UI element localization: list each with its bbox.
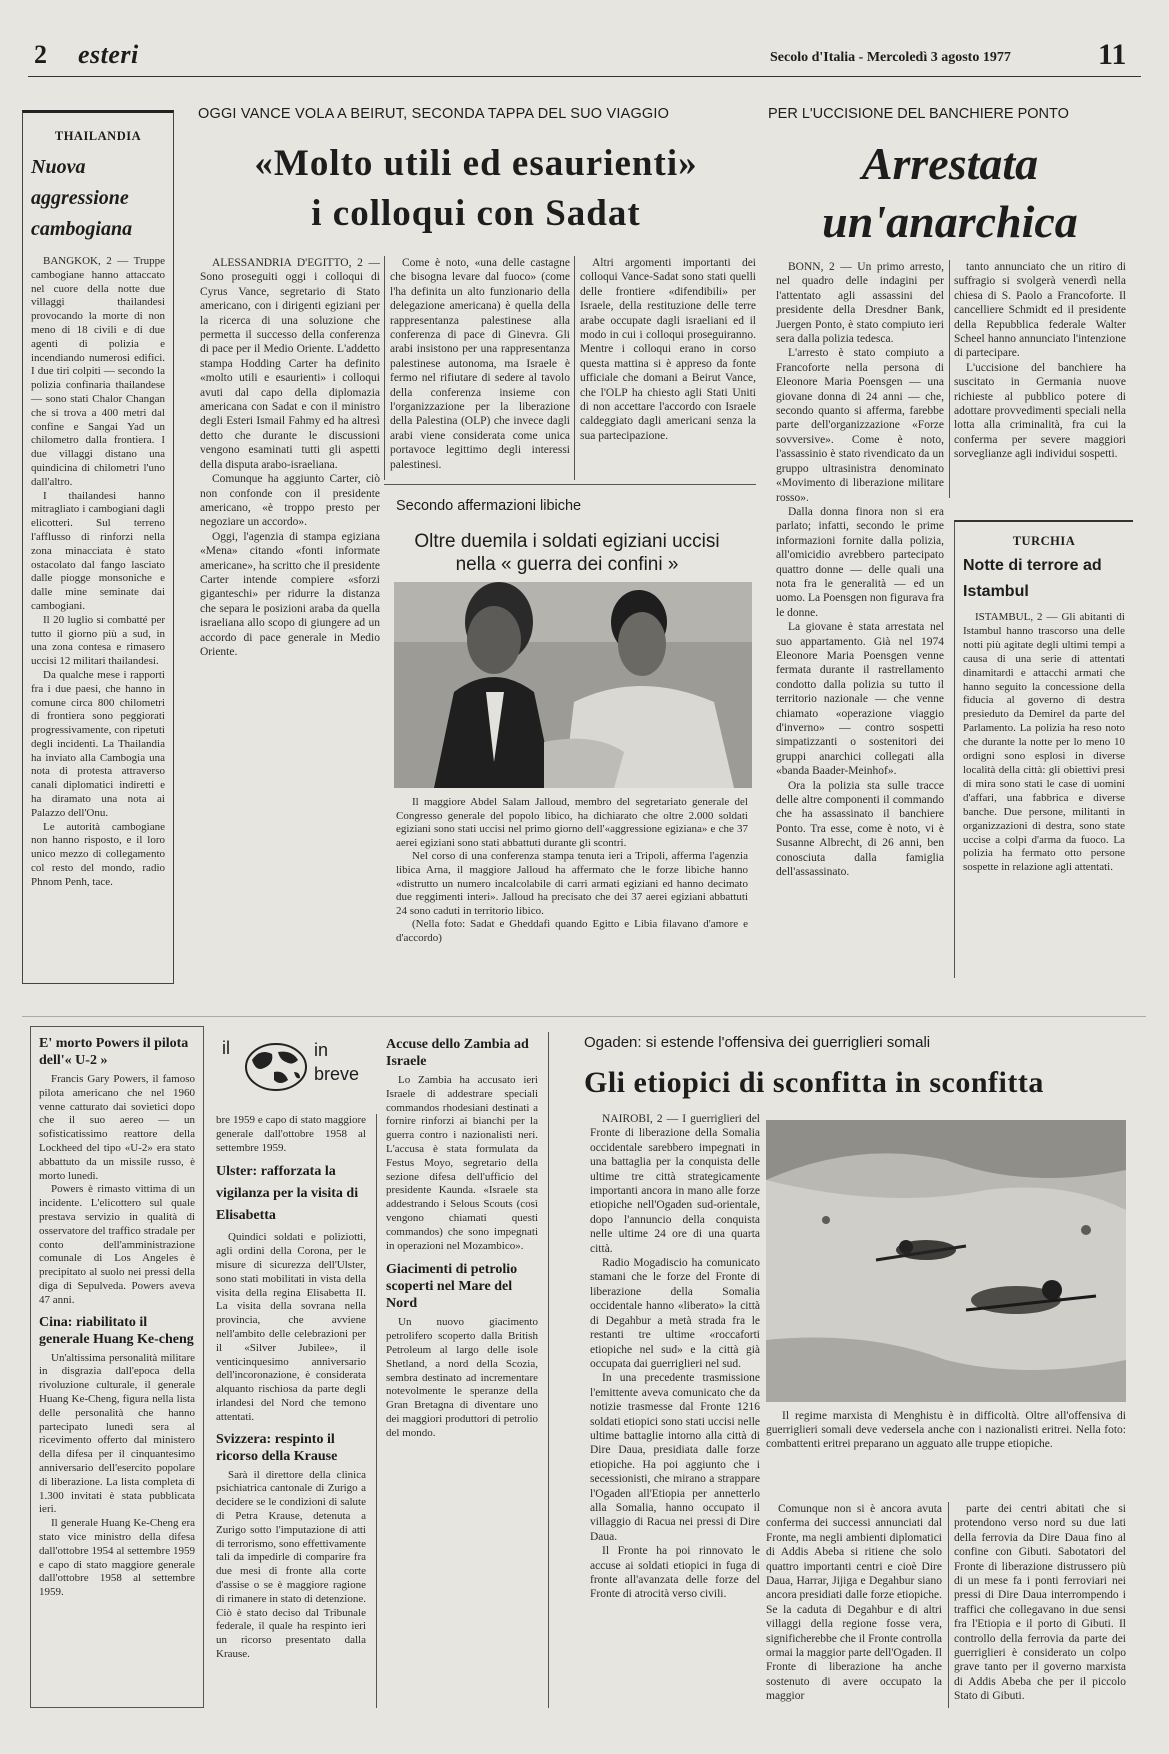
thailand-paragraph: Le autorità cambogiane non hanno risposto, e il loro unico mezzo di collegamento col resto del mondo, radio Phnom Penh, tace. [31,820,165,888]
eritrean-fighters-photo-art [766,1120,1126,1402]
section-title: esteri [78,40,139,69]
ponto-kicker: PER L'UCCISIONE DEL BANCHIERE PONTO [768,106,1069,122]
libya-caption [396,796,748,992]
column-rule [948,1502,949,1708]
ponto-paragraph: L'arresto è stato compiuto a Francoforte nella persona di Eleonore Maria Poensgen — una giovane donna di 24 anni — che, secondo quanto si afferma, farebbe parte dell'organizzazione «Forze sovversive». Come è noto, l'assassinio è stato rivendicato da un gruppo ultrasinistra denominato «Movimento di liberazione militare rosso». [776,347,944,504]
page-number-left: 2 [34,40,47,69]
powers-title: E' morto Powers il pilota dell'« U-2 » [39,1036,189,1068]
libya-kicker: Secondo affermazioni libiche [396,498,582,514]
ulster-title: Ulster: rafforzata la vigilanza per la visita di Elisabetta [216,1164,359,1224]
turkey-kicker: TURCHIA [1012,534,1076,548]
turkey-body: ISTAMBUL, 2 — Gli abitanti di Istambul hanno trascorso una delle notti più agitate degli ultimi tempi a causa di una serie di attentati dinamitardi e attacchi armati che hanno seguito la concessione della fiducia al governo di destra presieduto da Demirel da parte del Parlamento. La polizia ha reso noto che durante la notte per lo meno 10 ordigni sono esplosi in diverse località della città: gli obiettivi presi di mira sono stati le case di uomini d'affari, una fabbrica e diverse banche. Due persone, militanti in organizzazioni di destra, sono state uccise a colpi d'arma da fuoco. La polizia ha fermato otto persone sospette in relazione agli attentati. [963,611,1125,874]
ogaden-column-1 [590,1112,760,1601]
thailand-paragraph: Il 20 luglio si combatté per tutto il giorno più a sud, in una zona contesa e rimasero uccisi 12 militari thailandesi. [31,613,165,668]
column-rule [949,260,950,498]
thailand-paragraph: I thailandesi hanno mitragliato i cambogiani dagli elicotteri. Sul terreno l'afflusso di rinforzi nella zona minacciata è stato ostacolato dal fango lasciato dalle piogge monsoniche e dalle mine seminate dai cambogiani. [31,489,165,612]
ponto-column-1 [776,260,944,998]
libya-paragraph: (Nella foto: Sadat e Gheddafi quando Egitto e Libia filavano d'amore e d'accordo) [396,918,748,944]
petroleum-body: Un nuovo giacimento petrolifero scoperto dalla British Petroleum al largo delle isole Shetland, a nord della Scozia, sembra destinato ad incrementare notevolmente le speranze della Gran Bretagna di diventare uno dei maggiori produttori di petrolio del mondo. [386,1316,538,1439]
zambia-title: Accuse dello Zambia ad Israele [386,1037,529,1069]
vance-paragraph: Comunque ha aggiunto Carter, ciò non confonde con il presidente americano, «è troppo presto per negoziare un accordo». [200,473,380,529]
ogaden-paragraph: Comunque non si è ancora avuta conferma dei successi annunciati dal Fronte, ma negli ambienti diplomatici di Addis Abeba si ritiene che solo quattro importanti centri e cioè Dire Daua, Harrar, Jijiga e Degahbur siano ancora presidiati dalle forze etiopiche. Se la caduta di Degahbur e di altri villaggi della regione fosse vera, significherebbe che il Fronte controlla ormai la maggior parte dell'Ogaden. Il Fronte di liberazione ha anche sostenuto di avere occupato la maggior [766,1503,942,1703]
ogaden-paragraph: Il Fronte ha poi rinnovato le accuse ai soldati etiopici in fuga di fronte all'avanzata delle forze del Fronte di atrocità verso civili. [590,1545,760,1601]
ogaden-caption: Il regime marxista di Menghistu è in difficoltà. Oltre all'offensiva di guerriglieri somali deve vedersela anche con i nazionalisti eritrei. Nella foto: combattenti eritrei preparano un agguato alle truppe etiopiche. [766,1410,1126,1450]
vance-paragraph: Oggi, l'agenzia di stampa egiziana «Mena» citando «fonti informate americane», ha scritto che il presidente Carter intende compiere «sforzi giganteschi» per ridurre la distanza che separa le posizioni araba da quella israeliana allo scopo di giungere ad un accordo di pace generale in Medio Oriente. [200,530,380,658]
eritrean-fighters-photo [766,1120,1126,1402]
turkey-box [954,520,1133,978]
china-title: Cina: riabilitato il generale Huang Ke-cheng [39,1314,194,1347]
thailand-box [22,110,174,984]
ogaden-column-2 [766,1502,942,1708]
vance-title-line1: «Molto utili ed esaurienti» [254,143,698,184]
page-divider [22,1016,1146,1017]
powers-china-box [30,1026,204,1708]
ogaden-kicker: Ogaden: si estende l'offensiva dei guerriglieri somali [584,1034,931,1051]
vance-paragraph: ALESSANDRIA D'EGITTO, 2 — Sono proseguiti oggi i colloqui di Cyrus Vance, segretario di Stato americano, con i dirigenti egiziani per la ricerca di una soluzione che permetta il successo della conferenza di pace per il Medio Oriente. L'addetto stampa Hodding Carter ha definito «molto utili e esaurienti» i colloqui avuti dal capo della diplomazia americana con Sadat e con il ministro degli Esteri Ismail Fahmy ed ha altresì detto che durante le discussioni vengono esaminati tutti gli aspetti della disputa arabo-israeliana. [200,257,380,471]
in-breve-logo [216,1032,366,1104]
paper-date: Secolo d'Italia - Mercoledì 3 agosto 1977 [770,50,1011,65]
sadat-gheddafi-photo [394,582,752,788]
vance-column-2 [390,256,570,480]
ogaden-paragraph: Radio Mogadiscio ha comunicato stamani che le forze del Fronte di liberazione della Somalia occidentale hanno «liberato» la città di Degahbur a metà strada fra le restanti tre ultime «roccaforti etiopiche nel sud» e la città già occupata dai guerriglieri nel sud. [590,1257,760,1370]
in-breve-label-breve: breve [314,1064,360,1084]
ponto-paragraph: La giovane è stata arrestata nel suo appartamento. Già nel 1974 Eleonore Maria Poensgen venne fermata durante il rastrellamento condotto dalla polizia su tutto il territorio nazionale — che venne chiamato «operazione viaggio d'inverno» — contro sospetti simpatizzanti o sostenitori dei gruppi anarchici collegati alla «banda Baader-Meinhof». [776,621,944,778]
libya-paragraph: Il maggiore Abdel Salam Jalloud, membro del segretariato generale del Congresso generale del popolo libico, ha dichiarato che oltre 2.000 soldati egiziani sono stati uccisi nel primo giorno dell'«aggressione egiziana» e che 37 aerei egiziani sono stati abbattuti durante gli scontri. [396,796,748,849]
ponto-title-line1: Arrestata [861,138,1039,189]
column-rule [384,256,385,480]
ponto-paragraph: Ora la polizia sta sulle tracce delle altre componenti il commando che ha assassinato il banchiere Ponto. Tra esse, come è noto, vi è Susanne Albrecht, di 26 anni, ben conosciuta dalla famiglia dell'assassinato. [776,779,944,879]
switzerland-body: Sarà il direttore della clinica psichiatrica cantonale di Zurigo a decidere se le condizioni di salute di Petra Krause, detenuta a Zurigo sotto l'imputazione di atti di terrorismo, sono effettivamente tali da impedirle di comparire fra due mesi di fronte alla corte d'assise o se è maggiore ragione di rimanere in stato di detenzione. Ciò è stato deciso dal Tribunale federale, il quale ha respinto ieri un ricorso presentato dalla Krause. [216,1468,366,1660]
thailand-paragraph: Da qualche mese i rapporti fra i due paesi, che hanno in comune circa 800 chilometri di frontiera sono peggiorati progressivamente, con ripetuti degli incidenti. La Thailandia ha inviato alla Cambogia una nota di protesta attraverso canali diplomatici indiretti e ha diramato una nota ai Palazzo dell'Onu. [31,668,165,819]
ogaden-column-3 [954,1502,1126,1708]
zambia-body: Lo Zambia ha accusato ieri Israele di addestrare speciali commandos rhodesiani destinati a fornire rinforzi ai bianchi per la guerra contro i nazionalisti neri. L'accusa è stata formulata da Festus Moyo, segretario della sezione difesa dell'ufficio del presidente Kaunda. «Israele sta addestrando i Selous Scouts (così vengono chiamati questi commandos) che sono impegnati in operazioni nel Mozambico». [386,1074,538,1252]
china-paragraph: Il generale Huang Ke-Cheng era stato vice ministro della difesa dall'ottobre 1954 al settembre 1959 e capo di stato maggiore generale dall'ottobre 1958 al settembre 1959. [39,1517,195,1599]
page-number-right: 11 [1098,38,1127,71]
column-rule [376,1114,377,1708]
sadat-gheddafi-photo-art [394,582,752,788]
ponto-paragraph: tanto annunciato che un ritiro di suffragio si svolgerà venerdì nella chiesa di S. Paolo a Francoforte. Il cancelliere Schmidt ed il presidente della Repubblica federale Walter Scheel hanno annunciato l'intenzione di partecipare. [954,261,1126,360]
vance-title-line2: i colloqui con Sadat [311,193,641,234]
libya-title: Oltre duemila i soldati egiziani uccisi nella « guerra dei confini » [414,531,720,575]
column-rule [548,1032,549,1708]
vance-column-3 [580,256,756,480]
ponto-paragraph: BONN, 2 — Un primo arresto, nel quadro delle indagini per l'attentato agli assassini del presidente della Dresdner Bank, Juergen Ponto, è stato compiuto ieri sera dalla polizia tedesca. [776,261,944,346]
header-rule [28,76,1141,77]
section-rule [384,484,756,485]
china-body [31,1352,203,1600]
thailand-body [23,251,173,894]
in-breve-column-2 [386,1032,538,1708]
libya-paragraph: Nel corso di una conferenza stampa tenuta ieri a Tripoli, afferma l'agenzia libica Arna, il maggiore Jalloud ha affermato che le forze libiche hanno «distrutto un numero incalcolabile di carri armati egiziani ed hanno decimato due reggimenti interi». Jalloud ha precisato che dei 37 aerei egiziani abbattuti 24 sono caduti in territorio libico. [396,850,748,917]
thailand-kicker: THAILANDIA [54,129,142,143]
globe-icon [244,1042,308,1092]
in-breve-label-il: il [222,1038,230,1058]
ulster-lead: bre 1959 e capo di stato maggiore generale dall'ottobre 1958 al settembre 1959. [216,1114,366,1154]
ogaden-title: Gli etiopici di sconfitta in sconfitta [584,1066,1044,1099]
china-paragraph: Un'altissima personalità militare in disgrazia dall'epoca della rivoluzione culturale, il generale Huang Ke-Cheng, figura nella lista delle personalità che hanno partecipato lunedì sera al ricevimento offerto dal ministero della difesa per il cinquantesimo anniversario dell'esercito popolare di liberazione. La lista completa di 1.300 invitati è stata pubblicata ieri. [39,1351,195,1516]
ponto-paragraph: L'uccisione del banchiere ha suscitato in Germania nuove richieste al pubblico potere di adottare provvedimenti speciali nella lotta alla criminalità, fra cui la conferma per severe maggiori sorveglianze agli individui sospetti. [954,361,1126,461]
turkey-title: Notte di terrore ad Istambul [963,557,1102,600]
powers-paragraph: Powers è rimasto vittima di un incidente. L'elicottero sul quale prestava servizio in qualità di osservatore del traffico stradale per conto dell'amministrazione comunale di Los Angeles è precipitato al suolo nei pressi della diga di Sepulveda. Powers aveva 47 anni. [39,1183,195,1306]
ogaden-paragraph: parte dei centri abitati che si protendono verso nord su due lati della ferrovia da Dire Daua fino al confine con Gibuti. Sabotatori del Fronte di liberazione distrussero più di un mese fa i ponti ferroviari nei pressi di Dire Daua interrompendo i traffici che collegavano in due sensi fra l'Etiopia e il porto di Gibuti. Il controllo della ferrovia da parte dei guerriglieri è considerato un colpo grave tanto per il governo marxista di Addis Abeba che per il piccolo Stato di Gibuti. [954,1503,1126,1703]
thailand-title: Nuova aggressione cambogiana [31,156,133,240]
in-breve-label-in: in [314,1040,329,1060]
switzerland-title: Svizzera: respinto il ricorso della Krause [216,1431,338,1464]
in-breve-column-1 [216,1114,366,1708]
ulster-body: Quindici soldati e poliziotti, agli ordini della Corona, per le misure di sicurezza dell'Ulster, sono stati mobilitati in vista della visita della regina Elisabetta II. La visita della sovrana nella provincia, che avviene nell'ambito delle celebrazioni per il «Silver Jubilee», il venticinquesimo anniversario dell'incoronazione, è considerata alquanto rischiosa da parte degli irlandesi del Nord che temono attentati. [216,1231,366,1423]
ponto-title-line2: un'anarchica [822,196,1078,247]
vance-paragraph: Altri argomenti importanti dei colloqui Vance-Sadat sono stati quelli delle frontiere «difendibili» per Israele, della restituzione delle terre arabe occupate dagli israeliani ed il modo in cui i colloqui proseguiranno. Mentre i colloqui erano in corso questa mattina si è appreso da fonte ufficiale che domani a Beirut Vance, che l'OLP ha chiesto agli Stati Uniti di non accettare l'accordo con Israele caldeggiato dagli americani senza la sua partecipazione. [580,257,756,442]
ogaden-paragraph: In una precedente trasmissione l'emittente aveva comunicato che da notizie trasmesse dal Fronte 1216 soldati etiopici sono stati uccisi nelle ultime battaglie intorno alla città di Dire Daua, presidiata dalle forze etiopiche. Ha poi aggiunto che i secessionisti, che mirano a strappare l'Ogaden all'Etiopia per annetterlo alla Somalia, hanno occupato il villaggio di Racua nei pressi di Dire Daua. [590,1372,760,1543]
vance-column-1 [200,256,380,990]
powers-paragraph: Francis Gary Powers, il famoso pilota americano che nel 1960 venne catturato dai sovietici dopo che il suo aereo — un sofisticatissimo reattore della Lockheed del tipo «U-2» era stato abbattuto da un missile russo, è morto lunedì. [39,1073,195,1182]
ponto-paragraph: Dalla donna finora non si era parlato; infatti, secondo le prime informazioni fornite dalla polizia, all'omicidio avrebbero partecipato quattro donne — delle quali una nota fra le generalità — ed un uomo. La Poensgen non figurava fra le donne. [776,505,944,619]
ogaden-paragraph: NAIROBI, 2 — I guerriglieri del Fronte di liberazione della Somalia occidentale sarebbero impegnati in una battaglia per la conquista delle ultime tre città strategicamente importanti ancora in mano alle forze etiopiche nell'Ogaden sud-orientale, dopo l'annuncio della conquista nelle ultime 24 ore di una quarta città. [590,1113,760,1255]
petroleum-title: Giacimenti di petrolio scoperti nel Mare del Nord [386,1262,518,1312]
powers-body [31,1073,203,1308]
vance-paragraph: Come è noto, «una delle castagne che bisogna levare dal fuoco» (come l'ha definita un alto funzionario della delegazione americana) è quella della rappresentanza palestinese alla conferenza di pace di Ginevra. Gli arabi insistono per una rappresentanza palestinese autonoma, ma Israele è fermo nel rifiutare di sedere al tavolo della conferenza insieme con l'organizzazione per la liberazione della Palestina (OLP) che invece dagli arabi viene considerata come unica portavoce legittimo degli interessi palestinesi. [390,257,570,471]
thailand-paragraph: BANGKOK, 2 — Truppe cambogiane hanno attaccato nel cuore della notte due villaggi thailandesi provocando la morte di non meno di 18 civili e di due agenti di polizia e incendiando numerosi edifici. I due tiri colpiti — secondo la polizia confinaria thailandese — sono stati Chalor Changan che si trova a 400 metri dal confine e Sangai Yad un chilometro dalla frontiera. I due villaggi distano una quindicina di chilometri l'uno dall'altro. [31,255,165,488]
vance-kicker: OGGI VANCE VOLA A BEIRUT, SECONDA TAPPA DEL SUO VIAGGIO [198,106,670,122]
column-rule [574,256,575,480]
ponto-column-2 [954,260,1126,498]
